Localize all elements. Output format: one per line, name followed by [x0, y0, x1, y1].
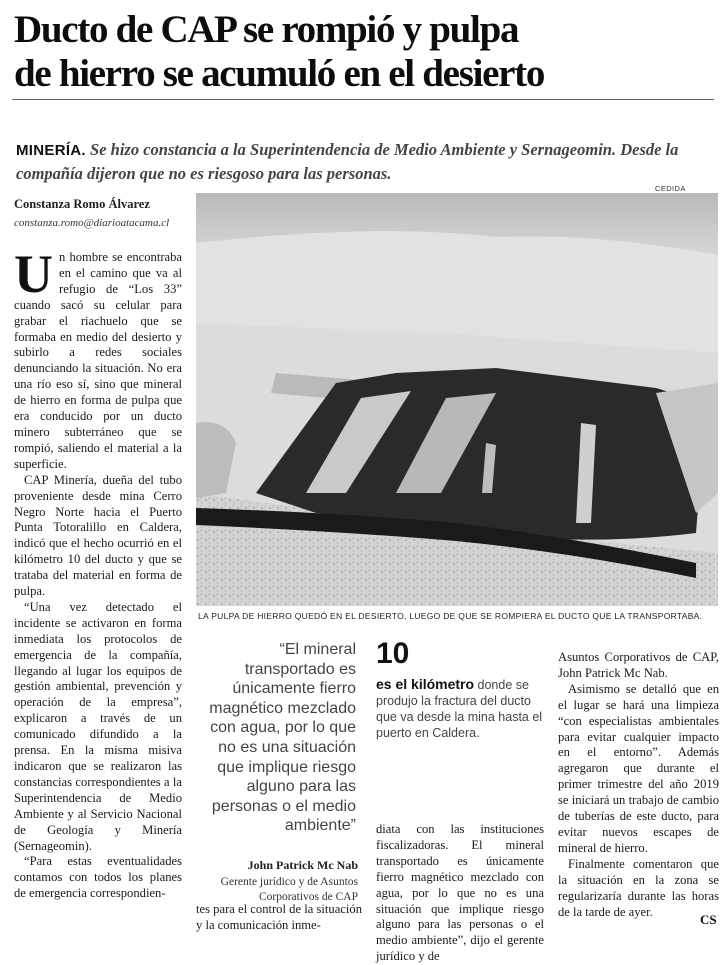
section-kicker: MINERÍA.: [16, 142, 86, 159]
photo-credit: CEDIDA: [655, 184, 686, 193]
column-4-paragraph-2: Asimismo se detalló que en el lugar se hará una limpieza “con especialistas ambientales para evitar cualquier impacto en el entorno”. Además agregaron que durante el primer trimestre del año 2019 se iniciará un trabajo de cambio de tuberías de este ducto, para evitar nuevos escapes de mineral de hierro.: [558, 681, 719, 855]
article-column-1: [14, 244, 182, 902]
column-4-paragraph-3: Finalmente comentaron que la situación en la zona se regularizaría durante las horas de la tarde de ayer.: [558, 856, 719, 919]
fact-text: donde se produjo la fractura del ducto que va desde la mina hasta el puerto en Caldera.: [376, 678, 543, 740]
top-divider: [12, 99, 714, 100]
paragraph-1: n hombre se encontraba en el camino que va al refugio de “Los 33” cuando sacó su celular para grabar el riachuelo que se formaba en medio del desierto y subirlo a redes sociales denunciando la situación. No era una río eso sí, sino que mineral de hierro en forma de pulpa que era conducido por un ducto minero subterráneo que se rompió, saliendo el material a la superficie.: [14, 250, 182, 471]
drop-cap: U: [14, 244, 53, 304]
column-2-text: tes para el control de la situación y la comunicación inme-: [196, 902, 362, 932]
article-photo: [196, 193, 718, 606]
article-column-2: [196, 902, 362, 934]
lead-paragraph: [16, 138, 706, 185]
article-column-4: [558, 650, 719, 920]
byline-author: Constanza Romo Álvarez: [14, 197, 150, 211]
fact-number: 10: [376, 637, 410, 670]
end-mark: CS: [700, 912, 717, 927]
article-column-3: [376, 822, 544, 965]
headline-line-1: Ducto de CAP se rompió y pulpa: [14, 8, 519, 51]
pull-quote-role: Gerente jurídico y de Asuntos Corporativos de CAP: [220, 876, 358, 903]
desert-pulp-image: [196, 193, 718, 606]
pull-quote: “El mineral transportado es únicamente fierro magnético mezclado con agua, por lo que no es una situación que implique riesgo alguno para las personas o el medio ambiente”: [209, 641, 356, 835]
fact-box: [376, 676, 548, 741]
pull-quote-author: John Patrick Mc Nab: [247, 858, 358, 872]
photo-caption: LA PULPA DE HIERRO QUEDÓ EN EL DESIERTO, LUEGO DE QUE SE ROMPIERA EL DUCTO QUE LA TRANSPORTABA.: [198, 611, 703, 621]
paragraph-3: “Una vez detectado el incidente se activaron en forma inmediata los protocolos de emergencia de la compañía, llegando al lugar los equipos de gestión ambiental, prevención y operación de la empresa”, explicaron a través de un comunicado difundido a la prensa. En la misma misiva indicaron que se realizaron las constancias correspondientes a la Superintendencia de Medio Ambiente y al Servicio Nacional de Geología y Minería (Sernageomin).: [14, 599, 182, 853]
lead-text: Se hizo constancia a la Superintendencia de Medio Ambiente y Sernageomin. Desde la compañía dijeron que no es riesgoso para las personas.: [16, 140, 679, 183]
byline-email: constanza.romo@diarioatacama.cl: [14, 217, 170, 229]
column-3-text: diata con las instituciones fiscalizadoras. El mineral transportado es únicamente fierro magnético mezclado con agua, por lo que no es una situación que implique riesgo alguno para las personas o el medio ambiente”, dijo el gerente jurídico y de: [376, 822, 544, 964]
headline-line-2: de hierro se acumuló en el desierto: [14, 52, 545, 95]
fact-label: es el kilómetro: [376, 676, 475, 692]
paragraph-4: “Para estas eventualidades contamos con todos los planes de emergencia correspondien-: [14, 854, 182, 901]
column-4-paragraph-1: Asuntos Corporativos de CAP, John Patrick Mc Nab.: [558, 650, 719, 680]
headline: [14, 8, 719, 96]
paragraph-2: CAP Minería, dueña del tubo proveniente desde mina Cerro Negro Norte hacia el Puerto Punta Totoralillo en Caldera, indicó que el hecho ocurrió en el kilómetro 10 del ducto y que se trataba del material en forma de pulpa.: [14, 472, 182, 599]
